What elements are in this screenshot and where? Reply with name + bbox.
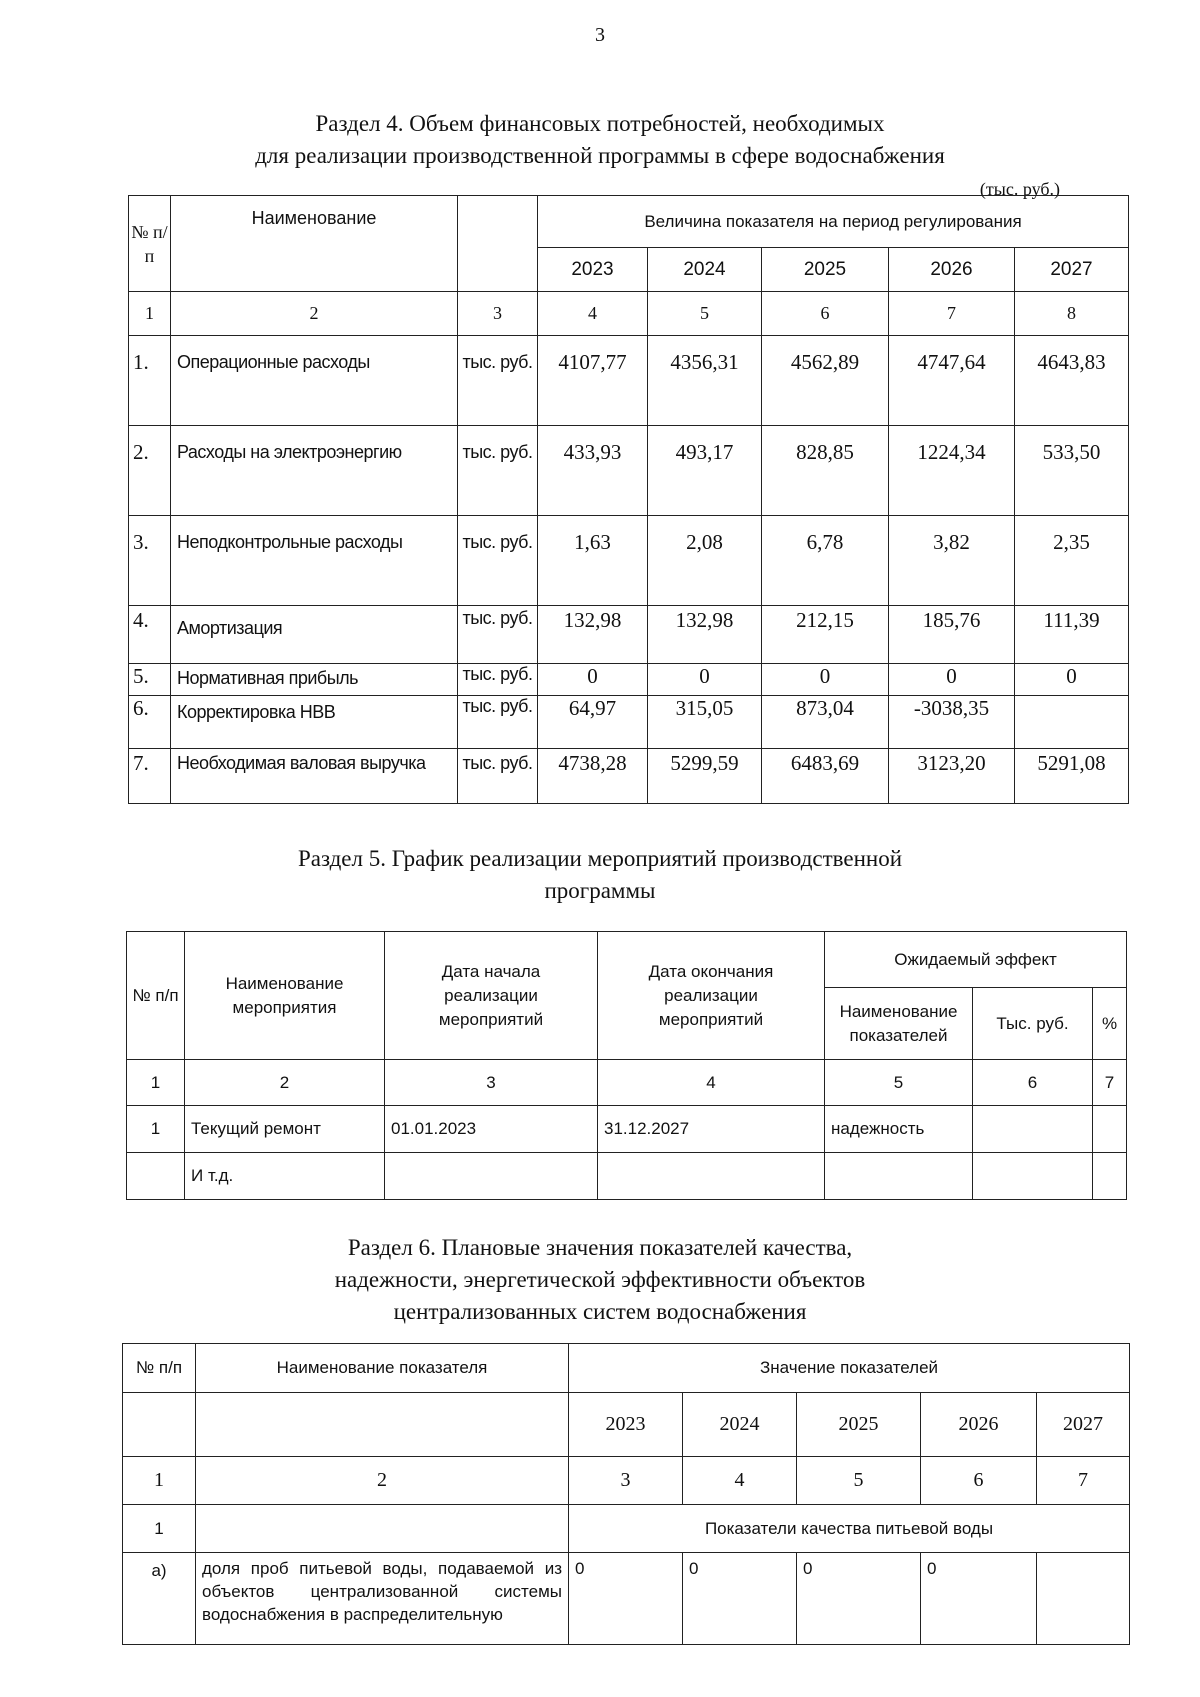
row-name: Амортизация	[171, 606, 458, 664]
row-value	[1015, 696, 1129, 749]
row-unit: тыс. руб.	[458, 336, 538, 426]
schedule-table	[126, 931, 1127, 1200]
col-number: 8	[1015, 292, 1129, 336]
row-number: 4.	[129, 606, 171, 664]
row-number: 1	[127, 1106, 185, 1153]
row-percent	[1093, 1153, 1127, 1200]
row-number: а)	[123, 1553, 196, 1645]
col-number: 6	[921, 1457, 1037, 1505]
header-end-date: Дата окончания реализации мероприятий	[598, 932, 825, 1060]
table-row	[129, 426, 1129, 516]
header-name: Наименование	[171, 196, 458, 292]
empty-cell	[196, 1393, 569, 1457]
col-number: 5	[648, 292, 762, 336]
group-row	[123, 1505, 1130, 1553]
year-header: 2026	[921, 1393, 1037, 1457]
row-event-name: И т.д.	[185, 1153, 385, 1200]
header-percent: %	[1093, 988, 1127, 1060]
header-values: Значение показателей	[569, 1344, 1130, 1393]
table-row	[123, 1553, 1130, 1645]
row-name: Корректировка НВВ	[171, 696, 458, 749]
row-value: 0	[569, 1553, 683, 1645]
row-unit: тыс. руб.	[458, 749, 538, 804]
row-value: 1,63	[538, 516, 648, 606]
row-end-date: 31.12.2027	[598, 1106, 825, 1153]
col-number: 7	[1093, 1060, 1127, 1106]
section4-title-line2: для реализации производственной программы в сфере водоснабжения	[255, 143, 945, 168]
row-start-date	[385, 1153, 598, 1200]
row-value: 873,04	[762, 696, 889, 749]
header-unit	[458, 196, 538, 292]
group-label: Показатели качества питьевой воды	[569, 1505, 1130, 1553]
col-number: 6	[973, 1060, 1093, 1106]
col-number: 5	[825, 1060, 973, 1106]
section5-title-line2: программы	[544, 878, 656, 903]
row-event-name: Текущий ремонт	[185, 1106, 385, 1153]
page-number: 3	[595, 24, 605, 46]
row-value	[1037, 1553, 1130, 1645]
col-number: 1	[127, 1060, 185, 1106]
row-value: 4107,77	[538, 336, 648, 426]
row-value: 4643,83	[1015, 336, 1129, 426]
row-name: Расходы на электроэнергию	[171, 426, 458, 516]
row-value: 111,39	[1015, 606, 1129, 664]
year-header: 2027	[1037, 1393, 1130, 1457]
row-value: 0	[648, 664, 762, 696]
header-num: № п/п	[127, 932, 185, 1060]
row-value: 1224,34	[889, 426, 1015, 516]
group-number: 1	[123, 1505, 196, 1553]
col-number: 3	[458, 292, 538, 336]
header-indicator-name: Наименование показателя	[196, 1344, 569, 1393]
quality-indicators-table	[122, 1343, 1130, 1645]
col-number: 4	[598, 1060, 825, 1106]
row-value: 64,97	[538, 696, 648, 749]
row-percent	[1093, 1106, 1127, 1153]
row-value: 3,82	[889, 516, 1015, 606]
row-unit: тыс. руб.	[458, 426, 538, 516]
row-value: 2,35	[1015, 516, 1129, 606]
row-value: 4356,31	[648, 336, 762, 426]
row-value: 6,78	[762, 516, 889, 606]
row-value: 0	[762, 664, 889, 696]
row-thousand-rub	[973, 1106, 1093, 1153]
header-event-name: Наименование мероприятия	[185, 932, 385, 1060]
financial-needs-table	[128, 195, 1129, 804]
row-unit: тыс. руб.	[458, 696, 538, 749]
row-value: 2,08	[648, 516, 762, 606]
row-value: 493,17	[648, 426, 762, 516]
row-number: 1.	[129, 336, 171, 426]
table-row	[129, 336, 1129, 426]
row-value: 0	[797, 1553, 921, 1645]
row-value: 3123,20	[889, 749, 1015, 804]
row-unit: тыс. руб.	[458, 516, 538, 606]
row-value: 0	[683, 1553, 797, 1645]
header-period: Величина показателя на период регулирования	[538, 196, 1129, 248]
col-number: 4	[683, 1457, 797, 1505]
col-number: 6	[762, 292, 889, 336]
header-num: № п/п	[129, 196, 171, 292]
row-value: 315,05	[648, 696, 762, 749]
row-number	[127, 1153, 185, 1200]
header-thousand-rub: Тыс. руб.	[973, 988, 1093, 1060]
row-number: 7.	[129, 749, 171, 804]
section6-title-line3: централизованных систем водоснабжения	[393, 1299, 807, 1324]
year-header: 2026	[889, 248, 1015, 292]
row-indicator: надежность	[825, 1106, 973, 1153]
row-number: 5.	[129, 664, 171, 696]
row-name: Операционные расходы	[171, 336, 458, 426]
year-header: 2023	[569, 1393, 683, 1457]
row-value: -3038,35	[889, 696, 1015, 749]
table-row	[129, 696, 1129, 749]
section6-title-line1: Раздел 6. Плановые значения показателей качества,	[347, 1235, 853, 1260]
year-header: 2027	[1015, 248, 1129, 292]
header-expected-effect: Ожидаемый эффект	[825, 932, 1127, 988]
col-number: 7	[889, 292, 1015, 336]
year-header: 2024	[648, 248, 762, 292]
year-header: 2025	[797, 1393, 921, 1457]
row-value: 6483,69	[762, 749, 889, 804]
row-unit: тыс. руб.	[458, 664, 538, 696]
row-number: 6.	[129, 696, 171, 749]
table-row	[129, 516, 1129, 606]
empty-cell	[123, 1393, 196, 1457]
row-unit: тыс. руб.	[458, 606, 538, 664]
row-value: 185,76	[889, 606, 1015, 664]
header-start-date: Дата начала реализации мероприятий	[385, 932, 598, 1060]
section5-title-line1: Раздел 5. График реализации мероприятий производственной	[297, 846, 903, 871]
row-value: 533,50	[1015, 426, 1129, 516]
row-indicator	[825, 1153, 973, 1200]
table-row	[129, 664, 1129, 696]
header-indicator: Наименование показателей	[825, 988, 973, 1060]
row-value: 433,93	[538, 426, 648, 516]
row-value: 5299,59	[648, 749, 762, 804]
row-value: 0	[1015, 664, 1129, 696]
row-value: 828,85	[762, 426, 889, 516]
row-value: 0	[538, 664, 648, 696]
row-end-date	[598, 1153, 825, 1200]
row-number: 3.	[129, 516, 171, 606]
table-row	[127, 1106, 1127, 1153]
row-value: 0	[889, 664, 1015, 696]
row-value: 4738,28	[538, 749, 648, 804]
table-row	[129, 749, 1129, 804]
row-value: 132,98	[648, 606, 762, 664]
row-indicator-name: доля проб питьевой воды, подаваемой из объектов централизованной системы водоснабжения в распределительную	[196, 1553, 569, 1645]
row-value: 4562,89	[762, 336, 889, 426]
row-value: 132,98	[538, 606, 648, 664]
year-header: 2023	[538, 248, 648, 292]
col-number: 3	[385, 1060, 598, 1106]
section4-title-line1: Раздел 4. Объем финансовых потребностей, необходимых	[315, 111, 885, 136]
row-thousand-rub	[973, 1153, 1093, 1200]
row-name: Неподконтрольные расходы	[171, 516, 458, 606]
row-name: Необходимая валовая выручка	[171, 749, 458, 804]
col-number: 2	[185, 1060, 385, 1106]
col-number: 5	[797, 1457, 921, 1505]
col-number: 1	[129, 292, 171, 336]
table-row	[129, 606, 1129, 664]
row-value: 0	[921, 1553, 1037, 1645]
year-header: 2024	[683, 1393, 797, 1457]
col-number: 1	[123, 1457, 196, 1505]
row-name: Нормативная прибыль	[171, 664, 458, 696]
row-number: 2.	[129, 426, 171, 516]
row-start-date: 01.01.2023	[385, 1106, 598, 1153]
unit-note: (тыс. руб.)	[979, 179, 1060, 199]
empty-cell	[196, 1505, 569, 1553]
row-value: 5291,08	[1015, 749, 1129, 804]
row-value: 212,15	[762, 606, 889, 664]
section6-title-line2: надежности, энергетической эффективности объектов	[334, 1267, 866, 1292]
header-num: № п/п	[123, 1344, 196, 1393]
col-number: 4	[538, 292, 648, 336]
col-number: 2	[171, 292, 458, 336]
col-number: 3	[569, 1457, 683, 1505]
table-row	[127, 1153, 1127, 1200]
row-value: 4747,64	[889, 336, 1015, 426]
col-number: 2	[196, 1457, 569, 1505]
year-header: 2025	[762, 248, 889, 292]
col-number: 7	[1037, 1457, 1130, 1505]
